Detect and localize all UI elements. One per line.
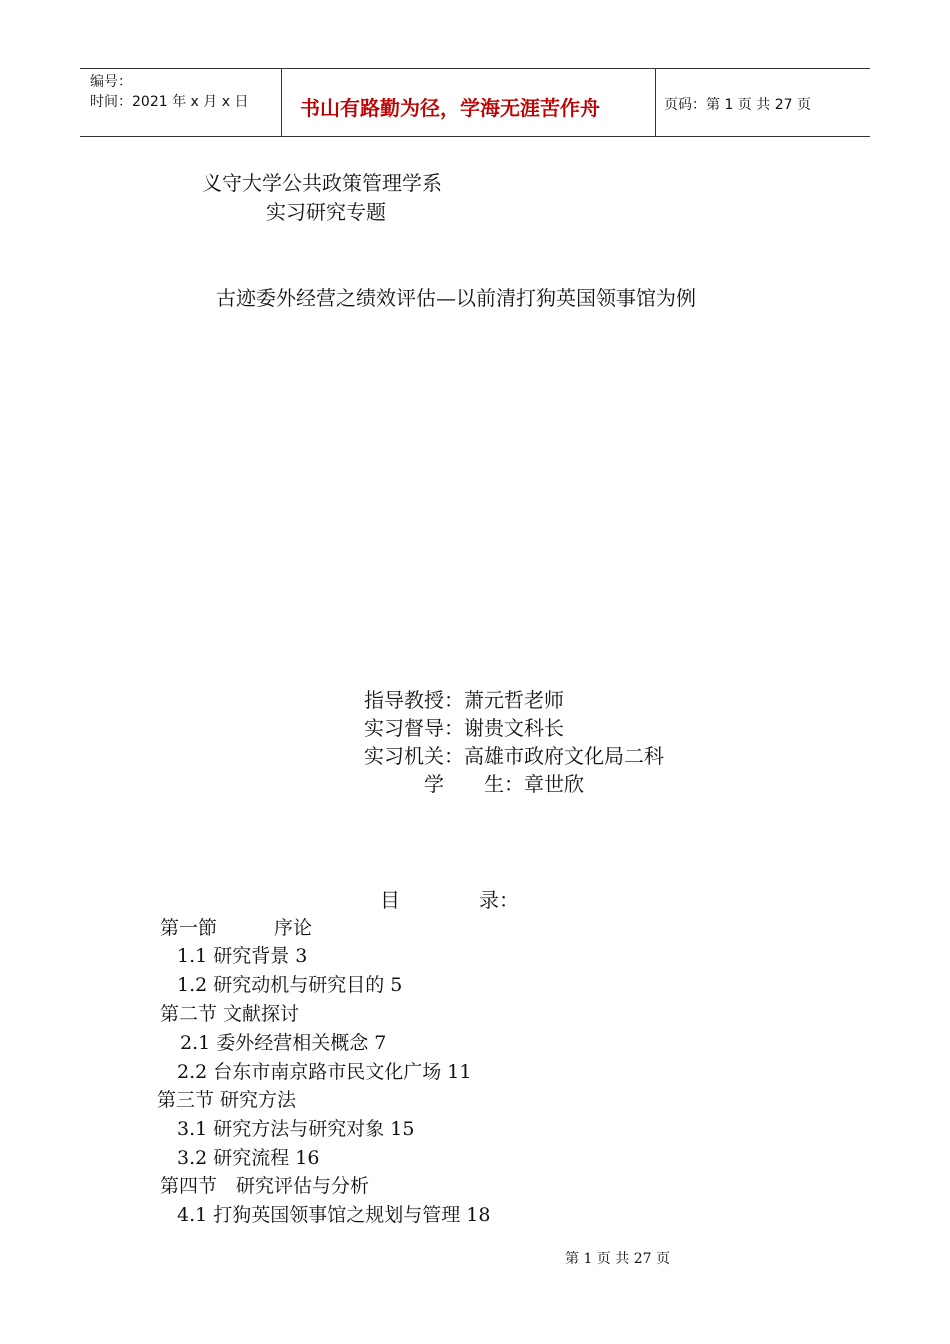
header-divider-left [281, 68, 282, 136]
credit-organization [364, 740, 664, 769]
credit-label: 实习机关： [364, 744, 464, 768]
report-subtitle: 实习研究专题 [266, 200, 386, 224]
university-name: 义守大学公共政策管理学系 [202, 171, 442, 195]
toc-entry: 2.2 台东市南京路市民文化广场 11 [177, 1061, 472, 1083]
credit-student [424, 768, 584, 797]
report-title: 古迹委外经营之绩效评估—以前清打狗英国领事馆为例 [216, 286, 696, 310]
credit-value: 萧元哲老师 [464, 688, 564, 712]
toc-entry: 第三节 研究方法 [157, 1089, 297, 1111]
header-bottom-border [80, 136, 870, 137]
credit-supervisor [364, 712, 564, 741]
toc-heading-left: 目 [380, 888, 400, 912]
toc-entry: 3.2 研究流程 16 [177, 1147, 320, 1169]
page-footer: 第 1 页 共 27 页 [565, 1251, 670, 1267]
credit-value: 高雄市政府文化局二科 [464, 744, 664, 768]
toc-entry: 第四节 研究评估与分析 [160, 1175, 370, 1197]
header-number-label: 编号： [90, 74, 132, 90]
header-motto: 书山有路勤为径，学海无涯苦作舟 [300, 96, 600, 120]
header-top-border [80, 68, 870, 69]
toc-entry: 第一節 序论 [160, 917, 313, 939]
toc-entry: 4.1 打狗英国领事馆之规划与管理 18 [177, 1204, 491, 1226]
credit-value: 谢贵文科长 [464, 716, 564, 740]
toc-entry: 2.1 委外经营相关概念 7 [180, 1032, 387, 1054]
credit-label: 实习督导： [364, 716, 464, 740]
toc-entry: 1.1 研究背景 3 [177, 945, 308, 967]
toc-entry: 1.2 研究动机与研究目的 5 [177, 974, 403, 996]
header-divider-right [655, 68, 656, 136]
credit-value: 章世欣 [524, 772, 584, 796]
credit-label: 指导教授： [364, 688, 464, 712]
toc-heading-right: 录： [479, 888, 519, 912]
credit-label: 学 生： [424, 772, 524, 796]
credit-advisor [364, 684, 564, 713]
header-time-label: 时间：2021 年 x 月 x 日 [90, 94, 249, 110]
toc-entry: 3.1 研究方法与研究对象 15 [177, 1118, 415, 1140]
toc-entry: 第二节 文献探讨 [160, 1003, 300, 1025]
header-page-label: 页码：第 1 页 共 27 页 [664, 97, 811, 113]
